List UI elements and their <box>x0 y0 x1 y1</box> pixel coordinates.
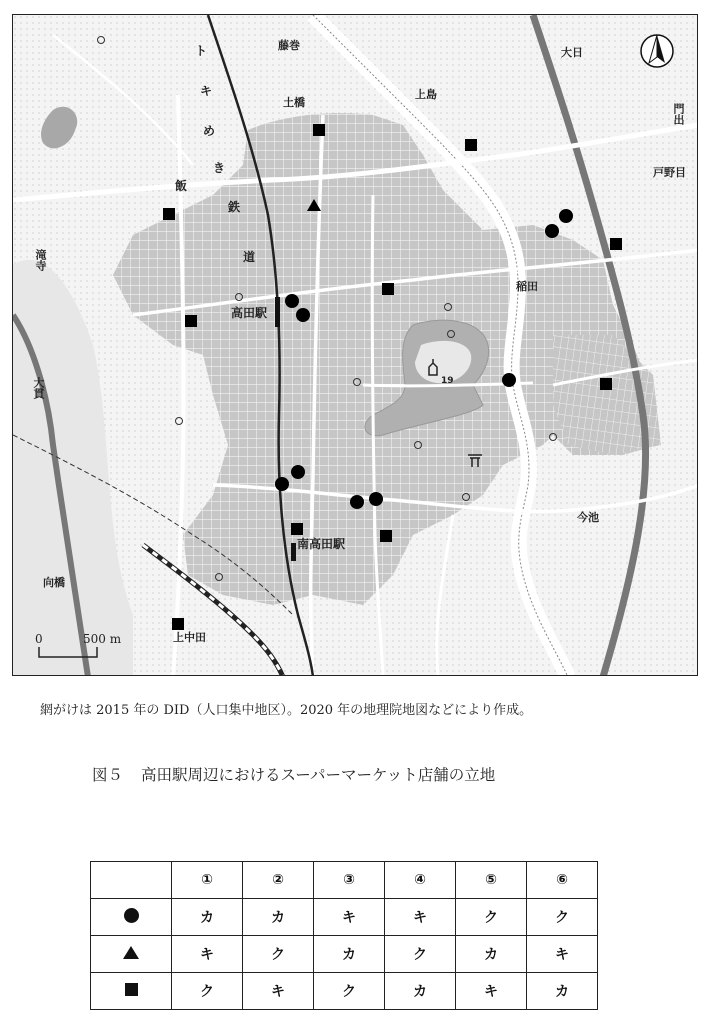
store-circle-5 <box>502 373 516 387</box>
header-cell-2: ② <box>243 862 314 899</box>
map-background <box>13 15 698 676</box>
store-square-9 <box>380 530 392 542</box>
north-arrow-icon <box>641 35 673 67</box>
table-cell: キ <box>385 899 456 936</box>
row-symbol-cell <box>91 899 172 936</box>
figure-number: 図５ <box>92 766 124 784</box>
header-cell-3: ③ <box>314 862 385 899</box>
map-frame <box>12 14 698 676</box>
store-circle-2 <box>545 224 559 238</box>
table-cell: ク <box>385 936 456 973</box>
table-cell: ク <box>314 973 385 1010</box>
store-circle-9 <box>350 495 364 509</box>
triangle-icon <box>123 946 139 959</box>
railway-char-6: 道 <box>243 250 256 264</box>
table-row-square <box>91 973 598 1010</box>
table-cell: キ <box>172 936 243 973</box>
minami-takada-station-mark <box>291 543 296 561</box>
table-cell: カ <box>172 899 243 936</box>
railway-char-4: き <box>213 161 226 175</box>
table-header-row <box>91 862 598 899</box>
table-cell: カ <box>314 936 385 973</box>
header-cell-6: ⑥ <box>527 862 598 899</box>
label-kamishima: 上島 <box>415 88 437 101</box>
store-square-7 <box>600 378 612 390</box>
label-imaike: 今池 <box>577 511 599 524</box>
table-cell: カ <box>456 936 527 973</box>
store-square-10 <box>172 618 184 630</box>
row-symbol-cell <box>91 973 172 1010</box>
table-cell: ク <box>456 899 527 936</box>
table-row-circle <box>91 899 598 936</box>
label-takiji: 滝寺 <box>34 249 47 271</box>
table-cell: キ <box>314 899 385 936</box>
store-circle-8 <box>369 492 383 506</box>
store-circle-1 <box>559 209 573 223</box>
table-cell: カ <box>527 973 598 1010</box>
label-oonuki: 大貫 <box>32 377 45 399</box>
label-castle-height: 19 <box>441 376 454 386</box>
table-corner-cell <box>91 862 172 899</box>
label-fujimaki: 藤巻 <box>278 39 300 52</box>
table-cell: ク <box>243 936 314 973</box>
scale-distance: 500 m <box>83 632 122 646</box>
railway-char-2: キ <box>200 84 213 98</box>
table-cell: ク <box>172 973 243 1010</box>
label-tonome: 戸野目 <box>653 166 686 179</box>
store-square-5 <box>382 283 394 295</box>
label-monde: 門出 <box>672 103 685 125</box>
railway-char-5: 鉄 <box>228 200 241 214</box>
header-cell-5: ⑤ <box>456 862 527 899</box>
store-circle-6 <box>291 465 305 479</box>
label-mukaibashi: 向橋 <box>43 576 65 589</box>
label-minami-takada-station: 南高田駅 <box>297 537 346 551</box>
table-cell: カ <box>385 973 456 1010</box>
store-circle-7 <box>275 477 289 491</box>
store-triangle-1 <box>307 199 321 211</box>
store-square-6 <box>185 315 197 327</box>
store-circle-4 <box>296 308 310 322</box>
label-inada: 稲田 <box>516 280 538 293</box>
store-square-3 <box>163 208 175 220</box>
railway-char-3: め <box>203 124 216 138</box>
label-dohashi: 土橋 <box>283 96 305 109</box>
store-square-8 <box>291 523 303 535</box>
answer-table <box>90 861 598 1010</box>
header-cell-1: ① <box>172 862 243 899</box>
store-square-2 <box>465 139 477 151</box>
scale-zero: 0 <box>35 632 43 646</box>
store-circle-3 <box>285 294 299 308</box>
table-cell: キ <box>527 936 598 973</box>
square-icon <box>125 983 138 996</box>
takada-station-mark <box>275 297 280 327</box>
table-cell: カ <box>243 899 314 936</box>
label-takada-station: 高田駅 <box>231 306 268 320</box>
figure-title <box>92 763 495 785</box>
table-cell: ク <box>527 899 598 936</box>
label-kaminakada: 上中田 <box>173 631 206 644</box>
table-row-triangle <box>91 936 598 973</box>
header-cell-4: ④ <box>385 862 456 899</box>
circle-icon <box>124 908 139 923</box>
table-cell: キ <box>456 973 527 1010</box>
label-oohi: 大日 <box>561 46 583 59</box>
figure-title-text: 高田駅周辺におけるスーパーマーケット店舗の立地 <box>141 766 496 784</box>
row-symbol-cell <box>91 936 172 973</box>
map-caption: 網がけは 2015 年の DID（人口集中地区）。2020 年の地理院地図などにより作成。 <box>40 703 533 718</box>
store-square-4 <box>610 238 622 250</box>
label-iiyama: 飯 <box>175 179 188 193</box>
railway-char-1: ト <box>195 44 208 58</box>
store-square-1 <box>313 124 325 136</box>
table-cell: キ <box>243 973 314 1010</box>
